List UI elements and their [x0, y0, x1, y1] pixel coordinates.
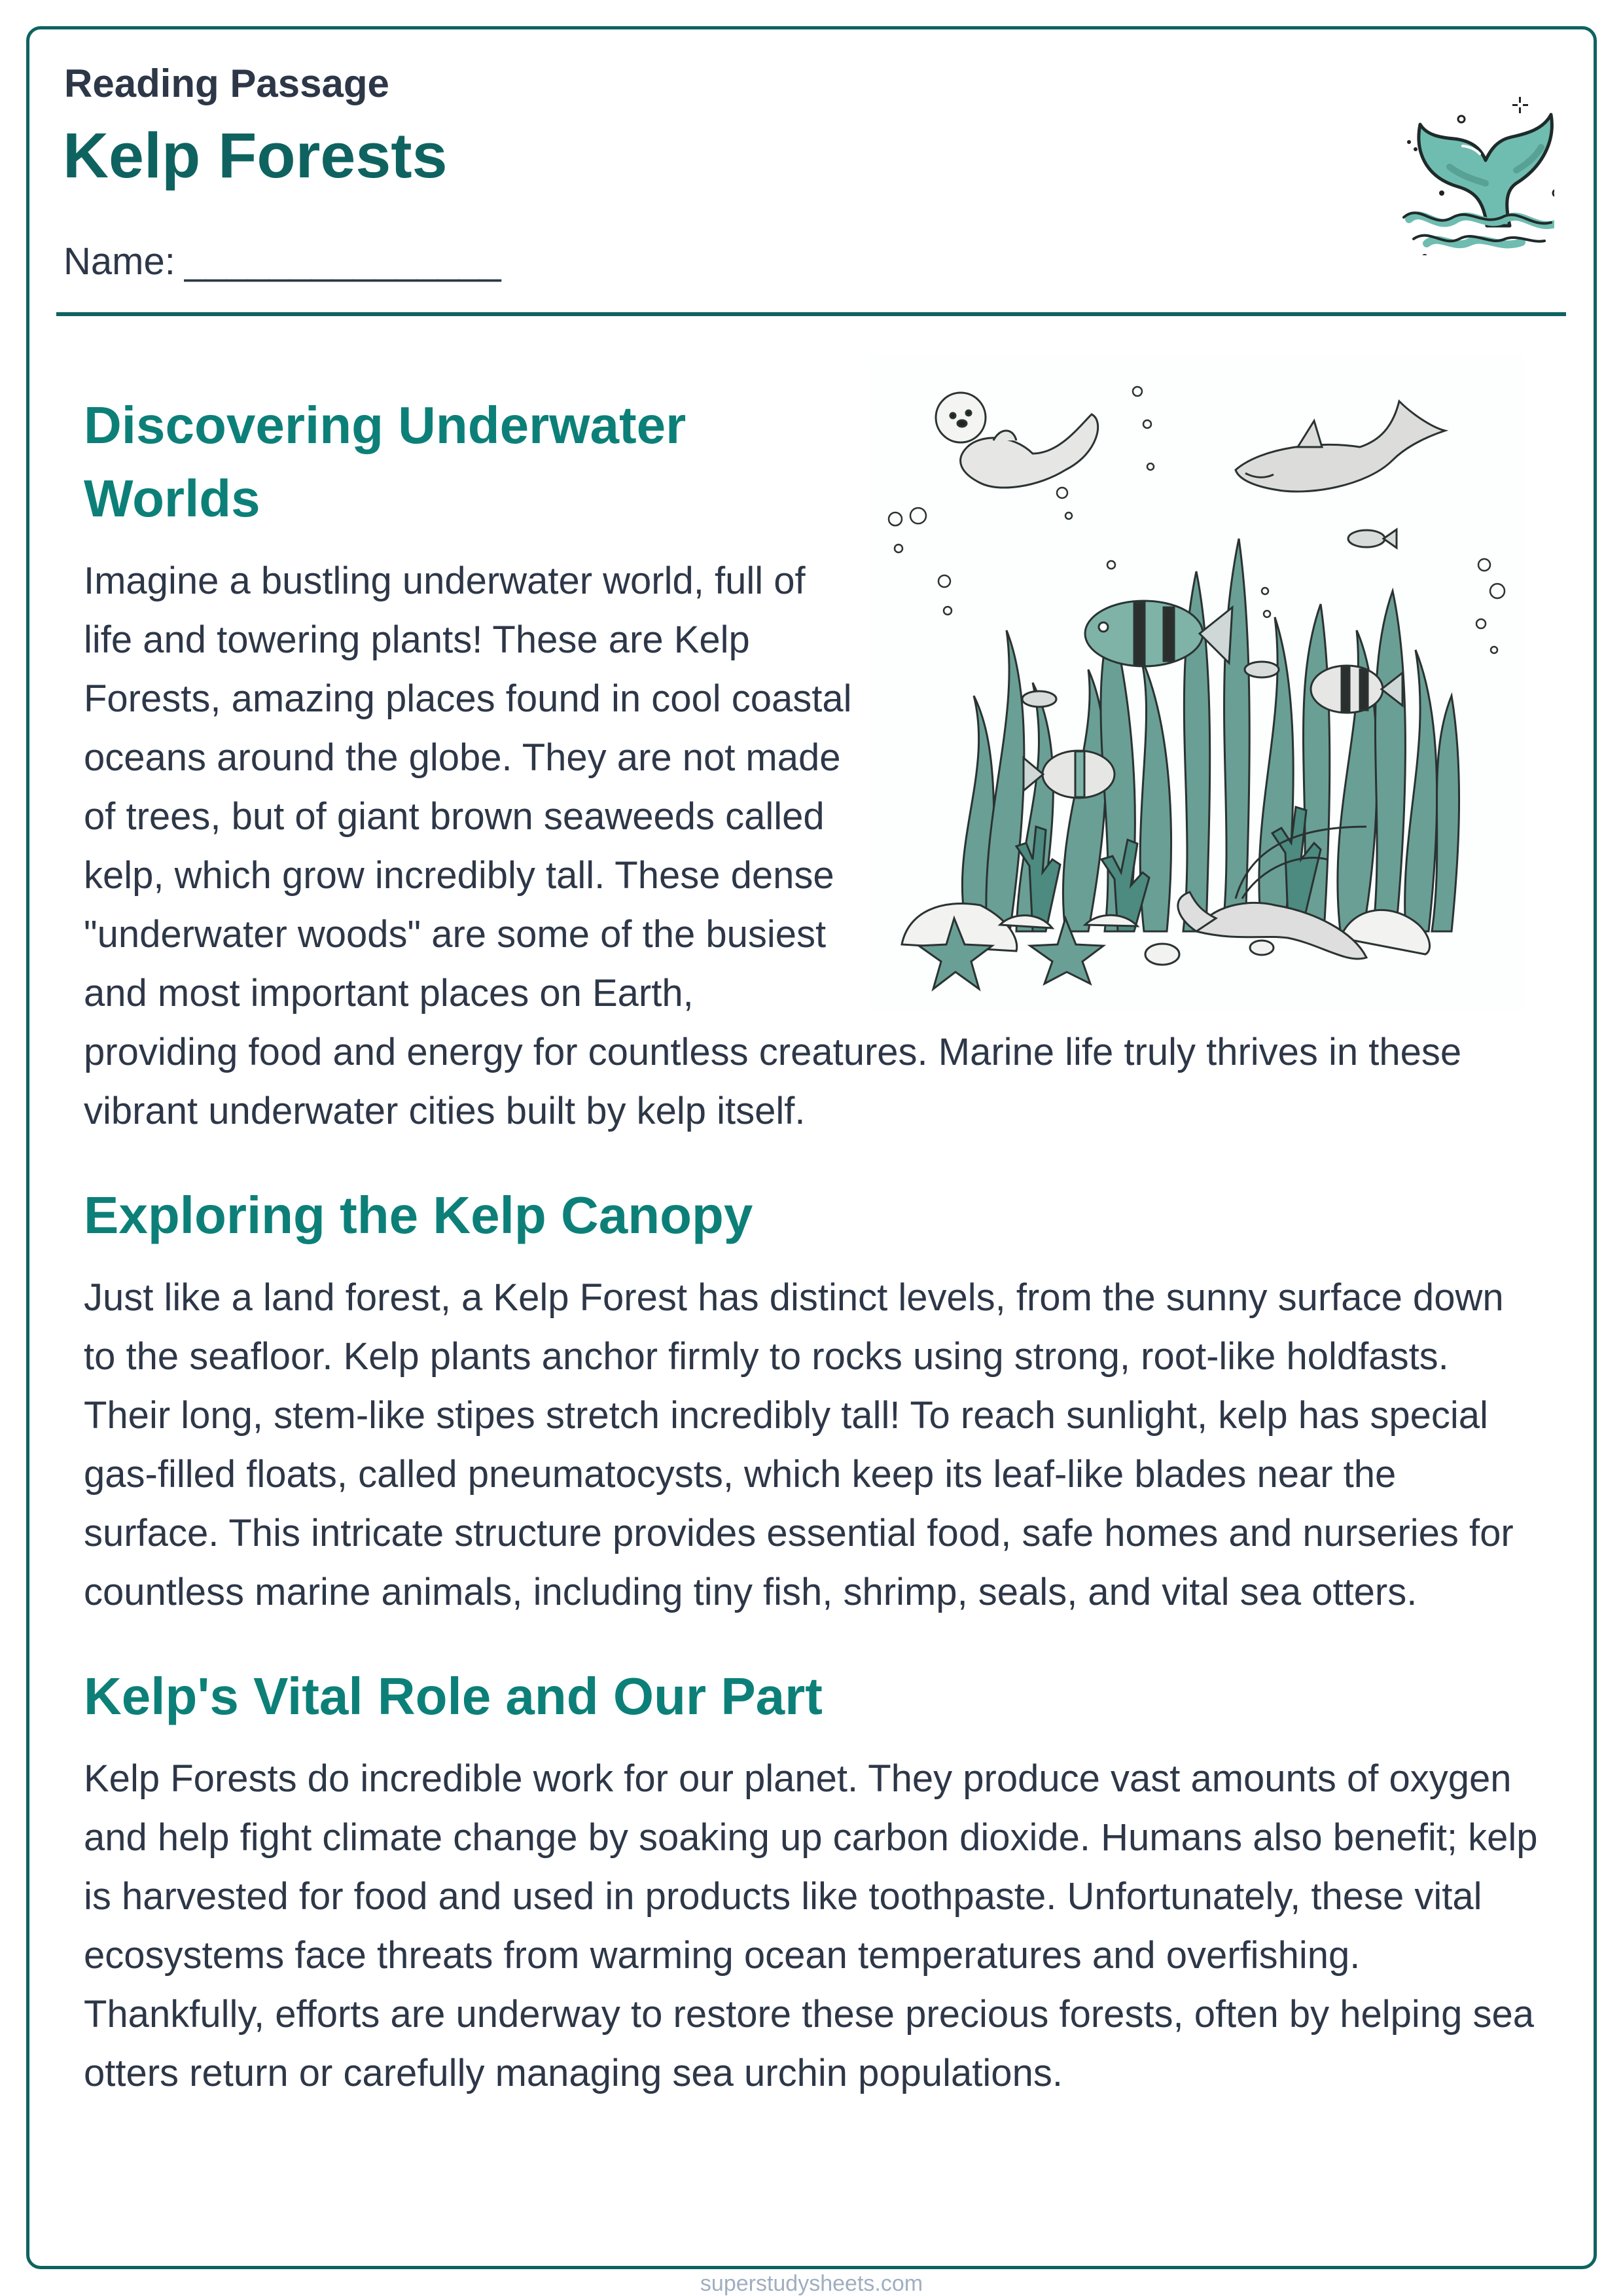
kelp-forest-illustration	[869, 355, 1524, 1010]
footer-site-link[interactable]: superstudysheets.com	[700, 2271, 923, 2296]
section-body: Just like a land forest, a Kelp Forest has distinct levels, from the sunny surface down to the seafloor. Kelp plants anchor firmly to rocks using strong, root-like holdfasts. Their long, stem-like stipes stretch incredibly tall! To reach sunlight, kelp has special gas-filled floats, called pneumatocysts, which keep its leaf-like blades near the surface. This intricate structure provides essential food, safe homes and nurseries for countless marine animals, including tiny fish, shrimp, seals, and vital sea otters.	[84, 1276, 1514, 1613]
page-title: Kelp Forests	[63, 120, 448, 191]
name-label: Name:	[63, 240, 175, 283]
name-field[interactable]	[63, 240, 501, 283]
section-discovering-underwater-worlds	[84, 389, 1538, 1141]
section-body: Imagine a bustling underwater world, full of life and towering plants! These are Kelp Forests, amazing places found in cool coastal oceans around the globe. They are not made of trees, but of giant brown seaweeds called kelp, which grow incredibly tall. These dense "underwater woods" are some of the busiest and most important places on Earth, providing food and energy for countless creatures. Marine life truly thrives in these vibrant underwater cities built by kelp itself.	[84, 560, 1462, 1132]
section-body: Kelp Forests do incredible work for our planet. They produce vast amounts of oxygen and help fight climate change by soaking up carbon dioxide. Humans also benefit; kelp is harvested for food and used in products like toothpaste. Unfortunately, these vital ecosystems face threats from warming ocean temperatures and overfishing. Thankfully, efforts are underway to restore these precious forests, often by helping sea otters return or carefully managing sea urchin populations.	[84, 1757, 1538, 2094]
header-divider	[56, 312, 1566, 316]
worksheet-type-label: Reading Passage	[64, 62, 389, 105]
section-kelps-vital-role	[84, 1660, 1538, 2103]
name-blank-line[interactable]: _______________	[184, 240, 501, 283]
section-heading: Discovering Underwater Worlds	[84, 396, 687, 528]
section-heading: Kelp's Vital Role and Our Part	[84, 1667, 823, 1725]
section-heading: Exploring the Kelp Canopy	[84, 1186, 753, 1244]
whale-tail-icon	[1364, 79, 1554, 255]
section-exploring-kelp-canopy	[84, 1179, 1538, 1622]
reading-passage	[84, 389, 1538, 2103]
